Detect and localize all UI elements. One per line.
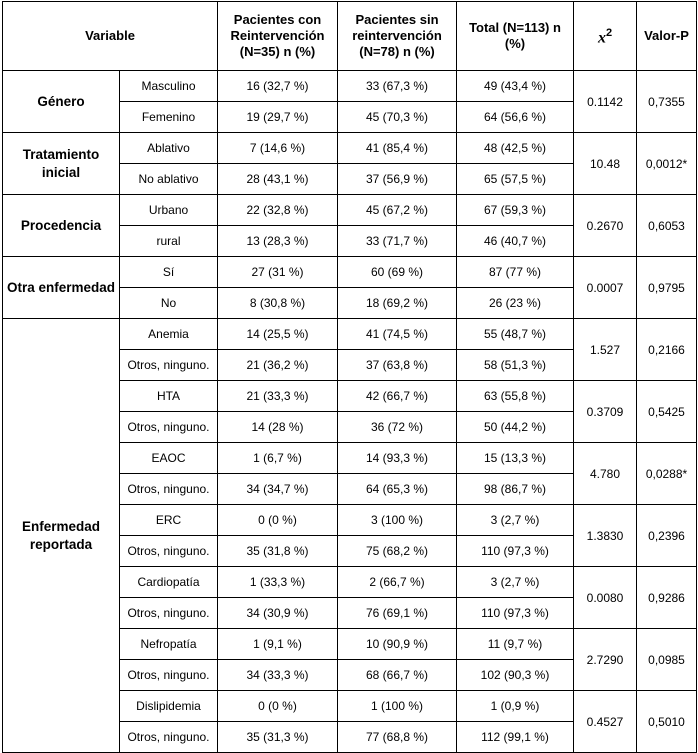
- category-cell: Ablativo: [120, 133, 218, 164]
- total-cell: 26 (23 %): [457, 288, 574, 319]
- header-sin-reintervencion: Pacientes sin reintervención (N=78) n (%): [338, 2, 457, 71]
- table-row: [3, 195, 697, 226]
- header-total: Total (N=113) n (%): [457, 2, 574, 71]
- con-reintervencion-cell: 27 (31 %): [218, 257, 338, 288]
- table-body: [3, 71, 697, 753]
- total-cell: 3 (2,7 %): [457, 505, 574, 536]
- p-value-cell: 0,6053: [637, 195, 697, 257]
- total-cell: 46 (40,7 %): [457, 226, 574, 257]
- total-cell: 3 (2,7 %): [457, 567, 574, 598]
- p-value-cell: 0,2166: [637, 319, 697, 381]
- results-table: [2, 1, 697, 753]
- sin-reintervencion-cell: 33 (71,7 %): [338, 226, 457, 257]
- p-value-cell: 0,9795: [637, 257, 697, 319]
- total-cell: 49 (43,4 %): [457, 71, 574, 102]
- group-label: Procedencia: [3, 195, 120, 257]
- con-reintervencion-cell: 8 (30,8 %): [218, 288, 338, 319]
- category-cell: Otros, ninguno.: [120, 722, 218, 753]
- sin-reintervencion-cell: 1 (100 %): [338, 691, 457, 722]
- con-reintervencion-cell: 21 (33,3 %): [218, 381, 338, 412]
- sin-reintervencion-cell: 37 (56,9 %): [338, 164, 457, 195]
- total-cell: 55 (48,7 %): [457, 319, 574, 350]
- p-value-cell: 0,0012*: [637, 133, 697, 195]
- con-reintervencion-cell: 21 (36,2 %): [218, 350, 338, 381]
- chi-square-cell: 4.780: [574, 443, 637, 505]
- table-row: [3, 257, 697, 288]
- group-label: Tratamiento inicial: [3, 133, 120, 195]
- total-cell: 15 (13,3 %): [457, 443, 574, 474]
- sin-reintervencion-cell: 68 (66,7 %): [338, 660, 457, 691]
- category-cell: Otros, ninguno.: [120, 660, 218, 691]
- category-cell: Sí: [120, 257, 218, 288]
- sin-reintervencion-cell: 45 (67,2 %): [338, 195, 457, 226]
- category-cell: EAOC: [120, 443, 218, 474]
- sin-reintervencion-cell: 18 (69,2 %): [338, 288, 457, 319]
- chi-square-cell: 0.2670: [574, 195, 637, 257]
- con-reintervencion-cell: 14 (25,5 %): [218, 319, 338, 350]
- con-reintervencion-cell: 0 (0 %): [218, 691, 338, 722]
- total-cell: 112 (99,1 %): [457, 722, 574, 753]
- category-cell: Otros, ninguno.: [120, 474, 218, 505]
- sin-reintervencion-cell: 42 (66,7 %): [338, 381, 457, 412]
- category-cell: Otros, ninguno.: [120, 598, 218, 629]
- chi-square-cell: 0.3709: [574, 381, 637, 443]
- total-cell: 98 (86,7 %): [457, 474, 574, 505]
- total-cell: 110 (97,3 %): [457, 598, 574, 629]
- total-cell: 48 (42,5 %): [457, 133, 574, 164]
- total-cell: 65 (57,5 %): [457, 164, 574, 195]
- category-cell: Otros, ninguno.: [120, 536, 218, 567]
- chi-square-cell: 0.0080: [574, 567, 637, 629]
- p-value-cell: 0,5425: [637, 381, 697, 443]
- category-cell: Cardiopatía: [120, 567, 218, 598]
- con-reintervencion-cell: 34 (30,9 %): [218, 598, 338, 629]
- table-row: [3, 319, 697, 350]
- sin-reintervencion-cell: 33 (67,3 %): [338, 71, 457, 102]
- category-cell: Otros, ninguno.: [120, 350, 218, 381]
- category-cell: Dislipidemia: [120, 691, 218, 722]
- table-row: [3, 133, 697, 164]
- table-row: [3, 71, 697, 102]
- total-cell: 67 (59,3 %): [457, 195, 574, 226]
- total-cell: 102 (90,3 %): [457, 660, 574, 691]
- total-cell: 11 (9,7 %): [457, 629, 574, 660]
- p-value-cell: 0,9286: [637, 567, 697, 629]
- sin-reintervencion-cell: 75 (68,2 %): [338, 536, 457, 567]
- category-cell: Masculino: [120, 71, 218, 102]
- header-row: [3, 2, 697, 71]
- category-cell: Otros, ninguno.: [120, 412, 218, 443]
- sin-reintervencion-cell: 41 (85,4 %): [338, 133, 457, 164]
- con-reintervencion-cell: 35 (31,3 %): [218, 722, 338, 753]
- total-cell: 63 (55,8 %): [457, 381, 574, 412]
- group-label: Otra enfermedad: [3, 257, 120, 319]
- category-cell: Femenino: [120, 102, 218, 133]
- header-variable: Variable: [3, 2, 218, 71]
- sin-reintervencion-cell: 76 (69,1 %): [338, 598, 457, 629]
- chi-symbol: x: [597, 29, 606, 47]
- con-reintervencion-cell: 14 (28 %): [218, 412, 338, 443]
- sin-reintervencion-cell: 37 (63,8 %): [338, 350, 457, 381]
- sin-reintervencion-cell: 3 (100 %): [338, 505, 457, 536]
- chi-square-cell: 10.48: [574, 133, 637, 195]
- category-cell: Urbano: [120, 195, 218, 226]
- con-reintervencion-cell: 13 (28,3 %): [218, 226, 338, 257]
- sin-reintervencion-cell: 2 (66,7 %): [338, 567, 457, 598]
- category-cell: Nefropatía: [120, 629, 218, 660]
- header-con-reintervencion: Pacientes con Reintervención (N=35) n (%): [218, 2, 338, 71]
- header-p-value: Valor-P: [637, 2, 697, 71]
- con-reintervencion-cell: 16 (32,7 %): [218, 71, 338, 102]
- con-reintervencion-cell: 19 (29,7 %): [218, 102, 338, 133]
- sin-reintervencion-cell: 77 (68,8 %): [338, 722, 457, 753]
- category-cell: rural: [120, 226, 218, 257]
- con-reintervencion-cell: 1 (6,7 %): [218, 443, 338, 474]
- category-cell: HTA: [120, 381, 218, 412]
- chi-exponent: 2: [605, 27, 613, 40]
- p-value-cell: 0,5010: [637, 691, 697, 753]
- con-reintervencion-cell: 22 (32,8 %): [218, 195, 338, 226]
- chi-square-cell: 0.1142: [574, 71, 637, 133]
- sin-reintervencion-cell: 45 (70,3 %): [338, 102, 457, 133]
- sin-reintervencion-cell: 10 (90,9 %): [338, 629, 457, 660]
- group-label: Enfermedad reportada: [3, 319, 120, 753]
- con-reintervencion-cell: 1 (9,1 %): [218, 629, 338, 660]
- sin-reintervencion-cell: 41 (74,5 %): [338, 319, 457, 350]
- total-cell: 1 (0,9 %): [457, 691, 574, 722]
- con-reintervencion-cell: 28 (43,1 %): [218, 164, 338, 195]
- total-cell: 58 (51,3 %): [457, 350, 574, 381]
- p-value-cell: 0,7355: [637, 71, 697, 133]
- con-reintervencion-cell: 34 (33,3 %): [218, 660, 338, 691]
- total-cell: 110 (97,3 %): [457, 536, 574, 567]
- con-reintervencion-cell: 35 (31,8 %): [218, 536, 338, 567]
- category-cell: No: [120, 288, 218, 319]
- p-value-cell: 0,0288*: [637, 443, 697, 505]
- con-reintervencion-cell: 34 (34,7 %): [218, 474, 338, 505]
- p-value-cell: 0,0985: [637, 629, 697, 691]
- con-reintervencion-cell: 0 (0 %): [218, 505, 338, 536]
- sin-reintervencion-cell: 64 (65,3 %): [338, 474, 457, 505]
- chi-square-cell: 1.3830: [574, 505, 637, 567]
- category-cell: No ablativo: [120, 164, 218, 195]
- category-cell: ERC: [120, 505, 218, 536]
- total-cell: 64 (56,6 %): [457, 102, 574, 133]
- group-label: Género: [3, 71, 120, 133]
- con-reintervencion-cell: 7 (14,6 %): [218, 133, 338, 164]
- total-cell: 87 (77 %): [457, 257, 574, 288]
- sin-reintervencion-cell: 60 (69 %): [338, 257, 457, 288]
- p-value-cell: 0,2396: [637, 505, 697, 567]
- total-cell: 50 (44,2 %): [457, 412, 574, 443]
- chi-square-cell: 1.527: [574, 319, 637, 381]
- con-reintervencion-cell: 1 (33,3 %): [218, 567, 338, 598]
- sin-reintervencion-cell: 36 (72 %): [338, 412, 457, 443]
- chi-square-cell: 2.7290: [574, 629, 637, 691]
- chi-square-cell: 0.4527: [574, 691, 637, 753]
- header-chi-square: [574, 2, 637, 71]
- chi-square-cell: 0.0007: [574, 257, 637, 319]
- category-cell: Anemia: [120, 319, 218, 350]
- sin-reintervencion-cell: 14 (93,3 %): [338, 443, 457, 474]
